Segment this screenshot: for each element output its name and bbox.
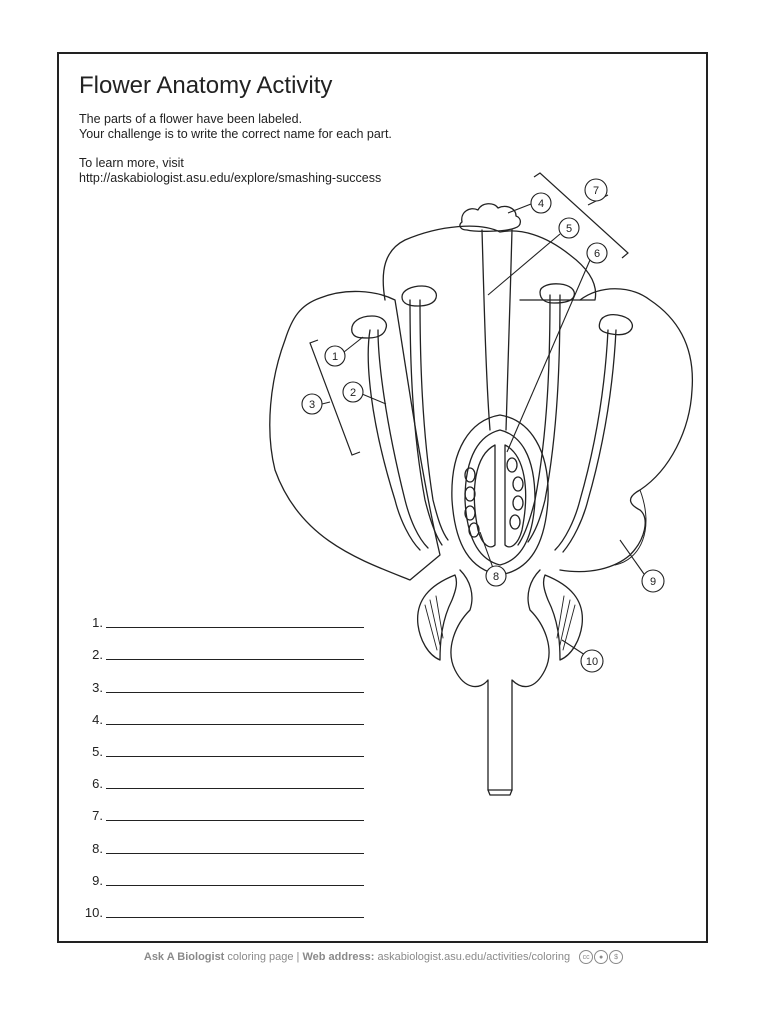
top-petal — [383, 226, 595, 300]
ovary — [452, 415, 548, 575]
callout-label-8: 8 — [492, 571, 500, 583]
intro-line-3: To learn more, visit — [79, 156, 184, 170]
intro-line-1: The parts of a flower have been labeled. — [79, 112, 303, 126]
answer-number: 10. — [84, 904, 103, 920]
callout-label-6: 6 — [593, 248, 601, 260]
by-icon: ● — [594, 950, 608, 964]
left-petal — [270, 291, 440, 580]
footer-text: coloring page | — [227, 950, 300, 963]
answer-number: 7. — [92, 808, 103, 824]
right-petal — [560, 289, 692, 572]
callout-label-7: 7 — [592, 185, 600, 197]
stigma — [460, 204, 520, 232]
nc-icon: $ — [609, 950, 623, 964]
callout-label-2: 2 — [349, 387, 357, 399]
callout-label-5: 5 — [565, 223, 573, 235]
cc-icon: cc — [579, 950, 593, 964]
style — [482, 230, 512, 430]
footer-brand: Ask A Biologist — [143, 950, 225, 963]
answer-number: 1. — [92, 615, 103, 631]
bracket-pistil — [534, 173, 628, 258]
answer-number: 5. — [92, 743, 103, 759]
footer — [0, 950, 768, 964]
callout-label-9: 9 — [649, 576, 657, 588]
callout-label-10: 10 — [585, 656, 599, 668]
license-badge — [579, 950, 624, 964]
callout-label-1: 1 — [331, 351, 339, 363]
callout-label-3: 3 — [308, 399, 316, 411]
answer-number: 9. — [92, 872, 103, 888]
intro-line-2: Your challenge is to write the correct name for each part. — [79, 127, 392, 141]
stem — [488, 790, 512, 795]
answer-number: 3. — [92, 679, 103, 695]
receptacle — [451, 570, 549, 790]
footer-web-url[interactable]: askabiologist.asu.edu/activities/coloring — [377, 950, 571, 963]
answer-number: 2. — [92, 647, 103, 663]
answer-number: 6. — [92, 776, 103, 792]
answer-number: 8. — [92, 840, 103, 856]
footer-web-label: Web address: — [302, 950, 375, 963]
answer-number: 4. — [92, 711, 103, 727]
page-title: Flower Anatomy Activity — [79, 72, 333, 99]
callout-label-4: 4 — [537, 198, 545, 210]
intro-url[interactable]: http://askabiologist.asu.edu/explore/smashing-success — [79, 171, 382, 185]
